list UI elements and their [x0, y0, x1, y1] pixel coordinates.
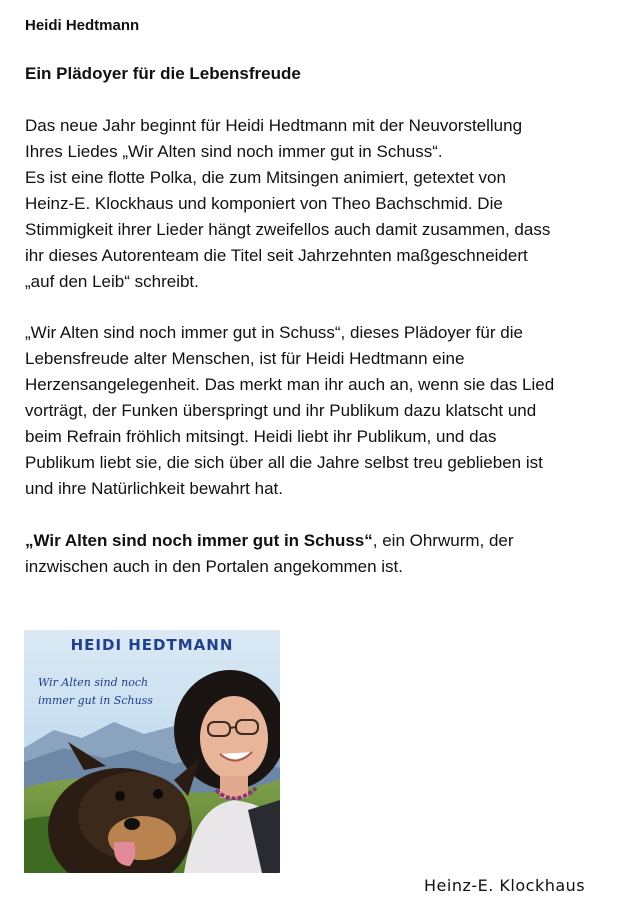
text-line: beim Refrain fröhlich mitsingt. Heidi liebt ihr Publikum, und das	[25, 427, 497, 446]
glasses-bridge	[230, 727, 236, 728]
text-line: Herzensangelegenheit. Das merkt man ihr auch an, wenn sie das Lied	[25, 375, 555, 394]
author-name: Heidi Hedtmann	[25, 17, 140, 34]
signature: Heinz-E. Klockhaus	[424, 876, 586, 895]
text-line: Stimmigkeit ihrer Lieder hängt zweifellos auch damit zusammen, dass	[25, 220, 551, 239]
song-title-bold: „Wir Alten sind noch immer gut in Schuss“	[25, 531, 373, 550]
paragraph-intro	[25, 113, 630, 295]
text-line: „Wir Alten sind noch immer gut in Schuss“, dieses Plädoyer für die	[25, 323, 523, 342]
paragraph-closing	[25, 528, 630, 580]
text-line: inzwischen auch in den Portalen angekommen ist.	[25, 557, 403, 576]
text-line: und ihre Natürlichkeit bewahrt hat.	[25, 479, 283, 498]
text-line	[25, 528, 630, 554]
text-line: Heinz-E. Klockhaus und komponiert von Theo Bachschmid. Die	[25, 194, 503, 213]
text-line: Publikum liebt sie, die sich über all die Jahre selbst treu geblieben ist	[25, 453, 543, 472]
text-line: Lebensfreude alter Menschen, ist für Heidi Hedtmann eine	[25, 349, 465, 368]
cover-song-title	[38, 674, 153, 710]
text-line: „auf den Leib“ schreibt.	[25, 272, 199, 291]
closing-rest: , ein Ohrwurm, der	[372, 531, 514, 550]
cover-artist-name: HEIDI HEDTMANN	[70, 636, 234, 654]
album-cover-image	[24, 630, 280, 873]
cover-artwork	[24, 630, 280, 873]
woman-face	[200, 696, 268, 780]
dog-eye-left	[115, 791, 125, 801]
text-line: vorträgt, der Funken überspringt und ihr Publikum dazu klatscht und	[25, 401, 537, 420]
text-line: Es ist eine flotte Polka, die zum Mitsingen animiert, getextet von	[25, 168, 506, 187]
article-headline: Ein Plädoyer für die Lebensfreude	[25, 64, 301, 83]
text-line: Ihres Liedes „Wir Alten sind noch immer gut in Schuss“.	[25, 142, 443, 161]
cover-song-line: immer gut in Schuss	[38, 694, 153, 707]
text-line: Das neue Jahr beginnt für Heidi Hedtmann mit der Neuvorstellung	[25, 116, 523, 135]
paragraph-body	[25, 320, 630, 502]
cover-song-line: Wir Alten sind noch	[38, 676, 149, 689]
dog-nose	[124, 818, 140, 830]
dog-eye-right	[153, 789, 163, 799]
text-line: ihr dieses Autorenteam die Titel seit Jahrzehnten maßgeschneidert	[25, 246, 528, 265]
